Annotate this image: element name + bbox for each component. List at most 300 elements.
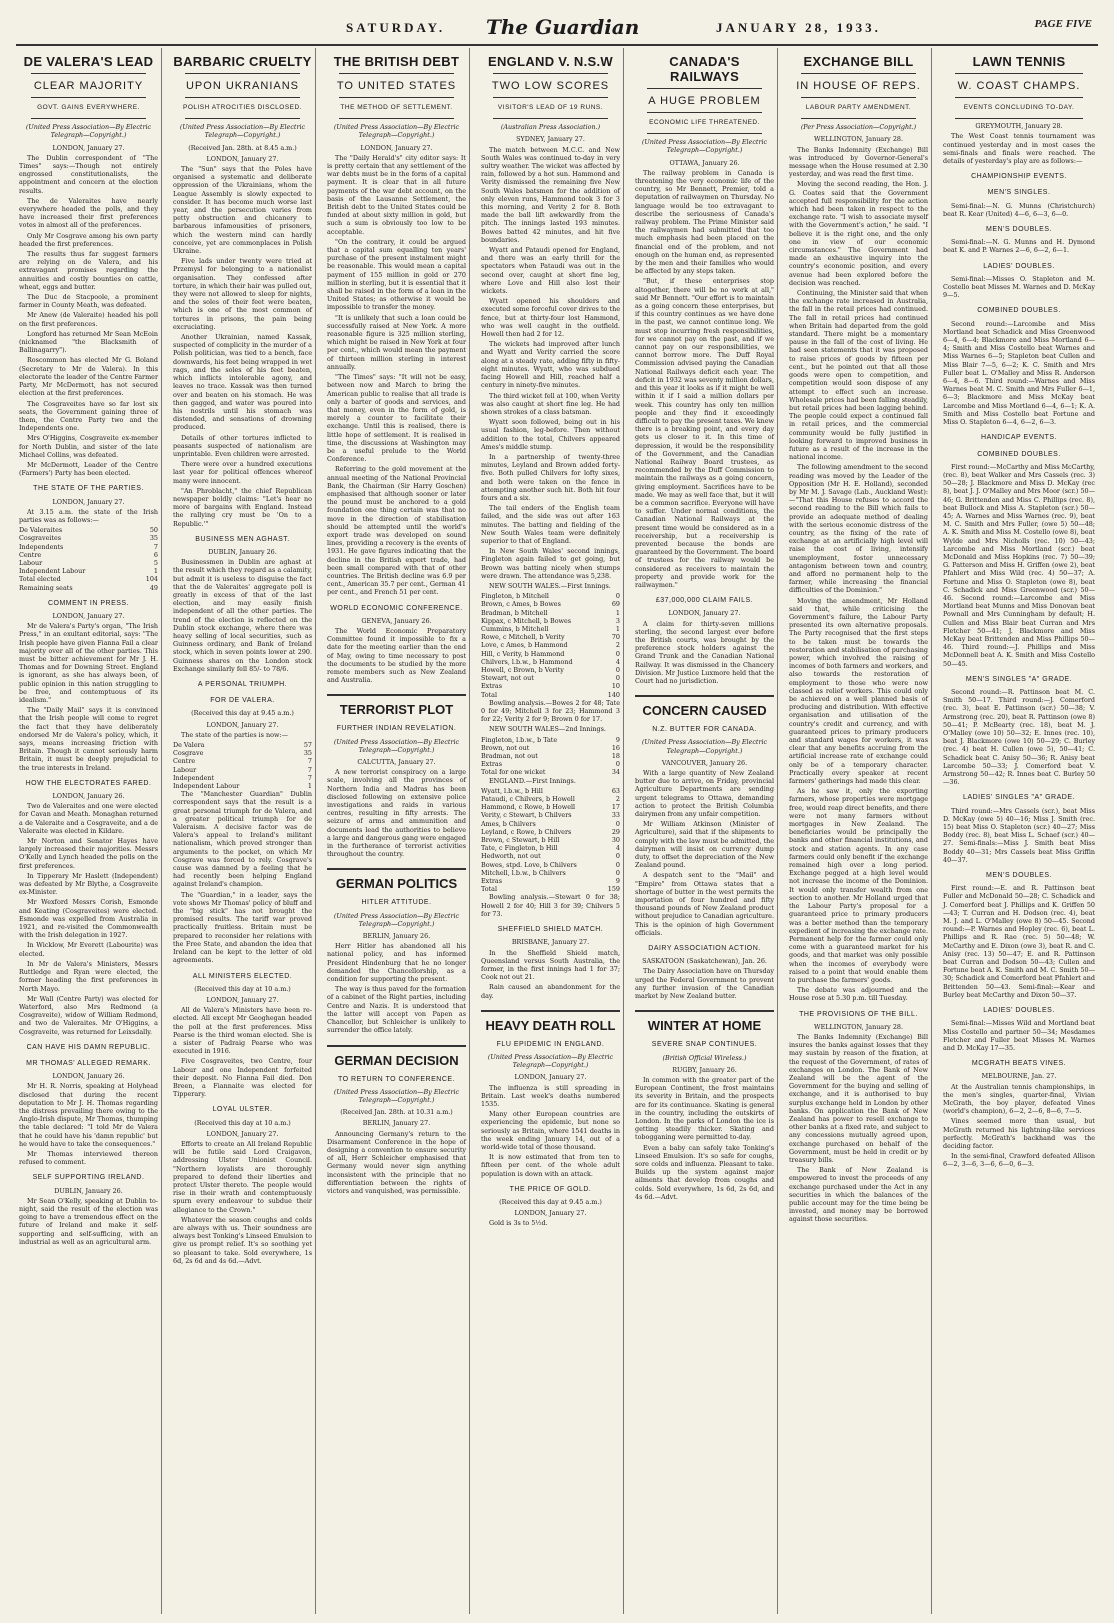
divider-rule bbox=[955, 118, 1083, 119]
table-row bbox=[481, 752, 620, 760]
paragraph: The West Coast tennis tournament was continued yesterday and in most cases the semi-finals and finals were reached. The details of yesterday's play are as follows:— bbox=[943, 132, 1095, 166]
section-subhead: MR THOMAS' ALLEGED REMARK. bbox=[26, 1059, 151, 1067]
paragraph: All de Valera's Ministers have been re-elected. All except Mr Geoghegan headed the poll at the first preferences. Miss Pearse is the third woman elected. She is a sister of Padraig Pearse who was executed in 1916. bbox=[173, 1006, 312, 1056]
table-row bbox=[19, 526, 158, 534]
row-value: 18 bbox=[611, 752, 620, 761]
table-row bbox=[19, 534, 158, 542]
table-row bbox=[481, 787, 620, 795]
paragraph: The World Economic Preparatory Committee found it impossible to fix a date for the meeting earlier than the end of May, owing to time necessary to post the documents to be studied by the more remote members such as New Zealand and Australia. bbox=[327, 626, 466, 685]
table-row bbox=[481, 674, 620, 682]
masthead bbox=[16, 8, 1098, 46]
paragraph: Second round:—R. Pattinson beat M. C. Smith 50—17. Third round:—J. Comerford (rec. 3), beat E. Pattinson (scr.) 50—38; V. Armstrong (rec. 20), beat R. Pattinson (owe 8) 50—41; P. McBearty (rec. 18), beat M. J. O'Malley (owe 10) 50—32; E. Innes (rec. 10), beat J. Blackmore (owe 10) 50—29; C. Burley (rec. 4) beat H. Cullen (owe 5), 50—41; C. Schadick beat C. Anisy 50—36; R. Anisy beat Larcombe 50—33; J. Comerford beat V. Armstrong 50—42; R. Innes beat C. Burley 50—36. bbox=[943, 687, 1095, 787]
paragraph: Semi-final:—Misses O. Stapleton and M. Costello beat Misses M. Warnes and D. McKay 9—5. bbox=[943, 274, 1095, 300]
paragraph: "An Phroblacht," the chief Republican newspaper boldly claims: "Let's hear no more of bargains with England. Instead the rallying cry must be 'On to a Republic.'" bbox=[173, 486, 312, 528]
divider-rule bbox=[647, 133, 762, 134]
paragraph: The Banks Indemnity (Exchange) Bill was introduced by Governor-General's message when the House resumed at 2.30 yesterday, and was read the first time. bbox=[789, 145, 928, 179]
masthead-day: SATURDAY. bbox=[346, 20, 446, 35]
table-row bbox=[481, 625, 620, 633]
dateline: LONDON, January 26. bbox=[52, 1072, 125, 1081]
section-subhead: CAN HAVE HIS DAMN REPUBLIC. bbox=[26, 1043, 151, 1051]
paragraph: Mr de Valera's Party's organ, "The Irish Press," in an exultant editorial, says: "The Irish people have given Fianna Fail a clear majority over all of the other parties. This must be bitter achievement for Mr J. H. Thomas and for Downing Street. England is ignorant, as she has always been, of public opinion in this nation struggling to be free, and contemptuous of its idealism." bbox=[19, 622, 158, 704]
dateline: BRISBANE, January 27. bbox=[511, 938, 590, 947]
row-value: 4 bbox=[615, 844, 620, 853]
paragraph: Mrs O'Higgins, Cosgraveite ex-member for North Dublin, and sister of the late Michael Collins, was defeated. bbox=[19, 434, 158, 459]
row-value: 1 bbox=[615, 624, 620, 633]
total-row bbox=[19, 575, 158, 583]
divider-rule bbox=[801, 118, 916, 119]
paragraph: Wyatt opened his shoulders and executed some forceful cover drives to the fence, but at thirty-four lost Hammond, who was well caught in the outfield. Howell then had 2 for 12. bbox=[481, 297, 620, 339]
row-label: Cummins, b Mitchell bbox=[481, 624, 549, 633]
dateline: LONDON, January 27. bbox=[206, 154, 279, 163]
section-headline: GERMAN POLITICS bbox=[327, 868, 466, 891]
table-row bbox=[481, 633, 620, 641]
section-subhead: ALL MINISTERS ELECTED. bbox=[192, 972, 293, 980]
row-label: Bowes, stpd. Love, b Chilvers bbox=[481, 860, 577, 869]
row-label: Tate, c Fingleton, b Hill bbox=[481, 844, 558, 853]
paragraph: The Duc de Stacpoole, a prominent farmer in County Meath, was defeated. bbox=[19, 293, 158, 310]
section-subhead: FURTHER INDIAN REVELATION. bbox=[336, 725, 457, 733]
newspaper-page bbox=[16, 8, 1098, 1616]
row-label: Extras bbox=[481, 682, 502, 691]
dateline: LONDON, January 27. bbox=[206, 1129, 279, 1138]
dateline: (Received Jan. 28th. at 10.31 a.m.) bbox=[340, 1108, 453, 1117]
dateline: LONDON, January 27. bbox=[360, 143, 433, 152]
row-label: Labour bbox=[19, 558, 43, 567]
dateline: (Received this day at 10 a.m.) bbox=[194, 984, 291, 993]
paragraph: The influenza is still spreading in Britain. Last week's deaths numbered 1535. bbox=[481, 1083, 620, 1108]
row-value: 7 bbox=[307, 773, 312, 782]
divider-rule bbox=[955, 73, 1083, 74]
paragraph: It is now estimated that from ten to fifteen per cent. of the whole adult population is down with an attack. bbox=[481, 1153, 620, 1178]
dateline: LONDON, January 27. bbox=[668, 609, 741, 618]
table-row bbox=[173, 766, 312, 774]
row-label: Labour bbox=[173, 765, 197, 774]
deck-line: ECONOMIC LIFE THREATENED. bbox=[649, 119, 760, 126]
table-row bbox=[19, 543, 158, 551]
row-label: Howell, c Brown, b Verity bbox=[481, 666, 564, 674]
row-label: Brown, c Ames, b Bowes bbox=[481, 600, 561, 609]
paragraph: Semi-final:—N. G. Munns and H. Dymond beat K. and P. Warnes 2—6, 6—2, 6—1. bbox=[943, 238, 1095, 255]
table-row bbox=[481, 641, 620, 649]
row-value: 33 bbox=[611, 811, 620, 820]
section-headline: WINTER AT HOME bbox=[635, 1010, 774, 1033]
paragraph: Bowling analysis.—Bowes 2 for 48; Tate 0 for 49; Mitchell 3 for 23; Hammond 3 for 22; Verity 2 for 9; Brown 0 for 17. bbox=[481, 698, 620, 724]
total-row bbox=[481, 691, 620, 699]
paragraph: Rain caused an abandonment for the day. bbox=[481, 983, 620, 1000]
row-label: Extras bbox=[481, 760, 502, 769]
dateline: RUGBY, January 26. bbox=[672, 1065, 737, 1074]
row-label: De Valeraites bbox=[19, 526, 63, 535]
table-row bbox=[481, 795, 620, 803]
section-subhead: MEN'S DOUBLES. bbox=[986, 226, 1052, 234]
paragraph: The "Guardian," in a leader, says the vote shows Mr Thomas' policy of bluff and the "big stick" has not brought the promised results. The tariff war proved practically fruitless. Britain must be prepared to reconsider her relations with the Free State, and abandon the idea that Ireland can be kept to the letter of old agreements. bbox=[173, 890, 312, 965]
table-row bbox=[173, 782, 312, 790]
section-subhead: LADIES' SINGLES "A" GRADE. bbox=[963, 794, 1075, 802]
divider-rule bbox=[493, 97, 608, 98]
row-label: Total bbox=[481, 885, 498, 894]
divider-rule bbox=[801, 73, 916, 74]
paragraph: Wyatt and Pataudi opened for England, and there was an early thrill for the spectators when Pataudi was out in the second over, caught at short fine leg, where Love and Hill also lost their wickets. bbox=[481, 246, 620, 296]
dateline: LONDON, January 27. bbox=[514, 1073, 587, 1082]
masthead-title: The Guardian bbox=[486, 15, 640, 39]
row-label: Total bbox=[481, 690, 498, 699]
dateline: OTTAWA, January 26. bbox=[669, 158, 740, 167]
paragraph: The results thus far suggest farmers are relying on de Valera, and his extravagant promises regarding the annuities and costly bounties on cattle, wheat, eggs and butter. bbox=[19, 250, 158, 291]
paragraph: Announcing Germany's return to the Disarmament Conference in the hope of designing a convention to ensure security of all, Herr Schleicher emphasised that Germany would never sign anything inconsistent with the principle that no differentiation between the rights of victors and vanquished, was permissible. bbox=[327, 1129, 466, 1195]
page-number: PAGE FIVE bbox=[1034, 18, 1092, 30]
row-value: 7 bbox=[307, 757, 312, 766]
news-credit: (Per Press Association—Copyright.) bbox=[800, 123, 917, 132]
headline: THE BRITISH DEBT bbox=[333, 54, 460, 69]
subheadline: A HUGE PROBLEM bbox=[648, 95, 761, 107]
paragraph: At 3.15 a.m. the state of the Irish parties was as follows:— bbox=[19, 507, 158, 524]
divider-rule bbox=[955, 97, 1083, 98]
table-row bbox=[481, 600, 620, 608]
divider-rule bbox=[801, 97, 916, 98]
table-row bbox=[481, 666, 620, 674]
paragraph: With a large quantity of New Zealand butter due to arrive, on Friday, provincial Agriculture Departments are sending urgent telegrams to Ottawa, demanding action to protect the British Columbia dairymen from any unfair competition. bbox=[635, 769, 774, 819]
dateline: BERLIN, January 27. bbox=[362, 1119, 431, 1128]
table-row bbox=[481, 592, 620, 600]
column-canada-railways bbox=[632, 48, 778, 1614]
paragraph: Five lads under twenty were tried at Przemysl for belonging to a nationalist organisation. They confessed after torture, in which their hair was pulled out, they were not allowed to sleep for nights, and the soles of their feet were beaten, which is one of the most common of tortures in prisons, the pain being excruciating. bbox=[173, 257, 312, 331]
row-value: 30 bbox=[611, 836, 620, 845]
section-subhead: LADIES' DOUBLES. bbox=[983, 1007, 1055, 1015]
news-credit: (United Press Association—By Electric Telegraph—Copyright.) bbox=[487, 1052, 614, 1070]
row-value: 4 bbox=[615, 657, 620, 666]
section-subhead: MEN'S SINGLES "A" GRADE. bbox=[965, 675, 1073, 683]
dateline: CALCUTTA, January 27. bbox=[357, 758, 436, 767]
paragraph: Roscommon has elected Mr G. Boland (Secretary to Mr de Valera). In this electorate the leader of the Centre Farmer Party, Mr McDermott, has not secured election at the first preferences. bbox=[19, 356, 158, 398]
deck-line: EVENTS CONCLUDING TO-DAY. bbox=[963, 104, 1075, 111]
table-row bbox=[173, 749, 312, 757]
dateline: BERLIN, January 26. bbox=[362, 932, 431, 941]
headline: BARBARIC CRUELTY bbox=[173, 54, 312, 69]
row-value: 140 bbox=[607, 690, 620, 699]
dateline: LONDON, January 27. bbox=[514, 1209, 587, 1218]
row-label: De Valera bbox=[173, 741, 205, 750]
section-subhead: LADIES' DOUBLES. bbox=[983, 262, 1055, 270]
paragraph: The railway problem in Canada is threatening the very economic life of the country, so Mr Bennett, Premier, told a deputation of railwaymen on Thursday. No language would be too extravagant to describe the seriousness of Canada's railway problem. The Prime Minister said the railwaymen had submitted that too much emphasis had been placed on the financial end of the problem, and not enough on the human end, as represented by the men and their families who would be affected by any steps taken. bbox=[635, 168, 774, 276]
table-row bbox=[481, 852, 620, 860]
row-value: 159 bbox=[607, 885, 620, 894]
deck-line: POLISH ATROCITIES DISCLOSED. bbox=[183, 104, 302, 111]
paragraph: Only Mr Cosgrave among his own party headed the first preferences. bbox=[19, 231, 158, 248]
paragraph: As he saw it, only the exporting farmers, whose properties were mortgage free, would reap direct benefits, and there were not many farmers without mortgages in New Zealand. The beneficiaries would be principally the banks and other financial institutions, and stock and station agents. In any case farmers could only benefit if the exchange remained high over a long period. Exchange pegged at a high level would not increase the income of the Dominion. It would only transfer wealth from one section to another. Mr Holland urged that the Labour Party's proposal for a guaranteed price to primary producers was a better method than the temporary expedient of increasing the exchange rate. Permanent help for the farmer could only come with a guaranteed market for his goods, and that market was only possible when the incomes of everybody were raised to a point that would enable them to purchase the farmers' goods. bbox=[789, 787, 928, 984]
row-value: 10 bbox=[611, 682, 620, 691]
news-credit: (United Press Association—By Electric Telegraph—Copyright.) bbox=[333, 737, 460, 754]
paragraph: "It is unlikely that such a loan could be successfully raised at New York. A more reasonable figure is 325 million sterling, which might be raised in New York at four per cent., which would mean the payment of thirteen million sterling in interest annually. bbox=[327, 313, 466, 371]
section-subhead: SELF SUPPORTING IRELAND. bbox=[32, 1174, 145, 1182]
table-row bbox=[481, 682, 620, 690]
divider-rule bbox=[339, 97, 454, 98]
row-label: Love, c Ames, b Hammond bbox=[481, 641, 568, 650]
paragraph: In the Sheffield Shield match, Queensland versus South Australia, the former, in the first innings had 1 for 37; Cook not out 21. bbox=[481, 948, 620, 982]
score-table bbox=[481, 736, 620, 769]
paragraph: Moving the amendment, Mr Holland said that, while criticising the Government's failure, the Labour Party presented its own alternative proposals. The Party recognised that the first steps to be taken must be towards the restoration and stabilisation of purchasing power, which involved the raising of incomes of both farmers and workers, and also towards the restoration of employment to those who were now classed as relief workers. This could only be achieved on a well planned basis of producing and distribution. With effective organisation and utilisation of the country's credit and currency, and with guaranteed prices to primary producers and standard wages for workers, it was clear that any benefits accruing from the artificial increase rate of exchange could only be of a temporary character. Practically every speaker at recent farmers' gatherings had made this clear. bbox=[789, 596, 928, 786]
paragraph: NEW SOUTH WALES—2nd Innings. bbox=[489, 725, 606, 734]
paragraph: A claim for thirty-seven millions sterling, the second largest ever before the British courts, was brought by the preference stock holders against the Grand Trunk and the Canadian National Railway. It was dismissed in the Chancery Division. Mr Justice Luxmore held that the Court had no jurisdiction. bbox=[635, 619, 774, 685]
section-subhead: HANDICAP EVENTS. bbox=[981, 434, 1057, 442]
section-subhead: COMBINED DOUBLES. bbox=[977, 307, 1061, 315]
paragraph: In Tipperary Mr Haslett (Independent) was defeated by Mr Blythe, a Cosgraveite ex-Minister. bbox=[19, 871, 158, 897]
row-value: 70 bbox=[611, 633, 620, 642]
row-label: Independent Labour bbox=[173, 782, 240, 791]
row-value: 35 bbox=[303, 749, 312, 758]
subheadline: TWO LOW SCORES bbox=[491, 80, 610, 92]
row-value: 1 bbox=[615, 608, 620, 617]
paragraph: Third round:—Mrs Cassels (scr.), beat Miss D. McKay (owe 5) 40—16; Miss J. Smith (rec. 15) beat Miss O. Stapleton (scr.) 40—27; Miss Boddy (rec. 8), beat Miss L. Schaef (scr.) 40—27. Semi-finals:—Miss J. Smith beat Miss Boddy 40—31; Mrs Cassels beat Miss Griffin 40—37. bbox=[943, 806, 1095, 864]
section-subhead: WORLD ECONOMIC CONFERENCE. bbox=[330, 604, 463, 612]
paragraph: Semi-final:—Misses Wild and Mortland beat Miss Costello and partner 50—34; Mesdames Fletcher and Fuller beat Misses M. Warnes and D. McKay 17—35. bbox=[943, 1019, 1095, 1052]
divider-rule bbox=[185, 97, 300, 98]
row-value: 5 bbox=[153, 558, 158, 567]
row-label: Centre bbox=[173, 757, 196, 766]
dateline: LONDON, January 27. bbox=[52, 611, 125, 620]
row-value: 0 bbox=[615, 649, 620, 658]
section-headline: HEAVY DEATH ROLL bbox=[481, 1010, 620, 1033]
row-label: Total elected bbox=[19, 575, 61, 584]
deck-line: THE METHOD OF SETTLEMENT. bbox=[340, 104, 453, 111]
section-subhead: COMMENT IN PRESS. bbox=[47, 599, 130, 607]
paragraph: Herr Hitler has abandoned all his national policy, and has informed President Hindenburg that he no longer demanded the Chancellorship, as a condition for supporting the present. bbox=[327, 942, 466, 984]
paragraph: In common with the greater part of the European Continent, the frost maintains its severity in Britain, and the prospects are for its continuance. Skating is general in the country, including the outskirts of London. In the parks of London the ice is getting steadily thicker. Skating and tobogganing were permitted to-day. bbox=[635, 1075, 774, 1142]
dateline: MELBOURNE, Jan. 27. bbox=[981, 1072, 1057, 1081]
row-label: Centre bbox=[19, 550, 42, 559]
news-credit: (United Press Association—By Electric Telegraph—Copyright.) bbox=[641, 738, 768, 755]
paragraph: Mr H. R. Norris, speaking at Holyhead disclosed that during the recent deputation to Mr J. H. Thomas regarding the distress prevailing there owing to the Anglo-Irish dispute, Mr Thomas, thumping the table declared: "I told Mr de Valera that he could have his 'damn republic' but he would have to take the consequences." bbox=[19, 1082, 158, 1148]
paragraph: The following amendment to the second reading was moved by the Leader of the Opposition (Mr H. E. Holland), seconded by Mr M. J. Savage (Lab., Auckland West):—"That this House refuses to accord the second reading to the Bill which fails to provide an adequate method of dealing with the serious economic distress of the country, as the fixing of the rate of exchange at an artificially high level will raise the cost of living, intensify unemployment, foster unnecessary antagonism between town and country, and afford no permanent help to the farmer, while increasing the financial difficulties of the Dominion." bbox=[789, 463, 928, 595]
paragraph: "The Times" says: "It will not be easy, between now and March to bring the American public to realise that all trade is only a barter of goods and services, and that money, even in the form of gold, is merely a counter to facilitate their exchange. Until this is realised, there is little hope of settlement. It is realised in time, the discussions at Washington may be a useful prelude to the World Conference. bbox=[327, 373, 466, 464]
paragraph: Mr McDermott, Leader of the Centre (Farmers') Party has been elected. bbox=[19, 460, 158, 478]
dateline: DUBLIN, January 26. bbox=[54, 1186, 123, 1195]
paragraph: Mr Thomas interviewed thereon refused to comment. bbox=[19, 1149, 158, 1167]
row-label: Fingleton, l.b.w., b Tate bbox=[481, 735, 558, 744]
table-row bbox=[481, 836, 620, 844]
paragraph: The Dublin correspondent of "The Times" says:—Though not entirely engrossed constitutionalists, the appointment and concern at the election results. bbox=[19, 153, 158, 195]
total-row bbox=[481, 885, 620, 893]
section-subhead: £37,000,000 CLAIM FAILS. bbox=[655, 597, 754, 605]
row-value: 0 bbox=[615, 760, 620, 769]
row-value: 35 bbox=[149, 534, 158, 543]
row-value: 9 bbox=[615, 877, 620, 886]
paragraph: Second round:—Larcombe and Miss Mortland beat Schadick and Miss Greenwood 6—4, 6—4; Blackmore and Miss Mortland 6—4; Smith and Miss Costello beat Warnes and Miss Warnes 6—5; Stapleton beat Cullen and Miss Blair 7—5, 6—2; K. C. Smith and Mrs Fuller beat L. O'Malley and Miss R. Anderson 6—4, 8—6. Third round:—Warnes and Miss Warnes beat M. C. Smith and Mrs Fuller 6—1, 6—3; Blackmore and Miss McKay beat Larcombe and Miss Mortland 6—4, 6—1; K. A. Smith and Miss Costello beat Fortune and Miss O. Stapleton 6—4, 6—2, 6—3. bbox=[943, 319, 1095, 427]
section-subhead: HOW THE ELECTORATES FARED. bbox=[25, 779, 152, 787]
headline: LAWN TENNIS bbox=[972, 54, 1066, 69]
row-value: 0 bbox=[615, 860, 620, 869]
row-label: Fingleton, b Mitchell bbox=[481, 592, 549, 601]
dateline: GREYMOUTH, January 28. bbox=[975, 122, 1063, 131]
row-value: 34 bbox=[611, 768, 620, 777]
section-subhead: FLU EPIDEMIC IN ENGLAND. bbox=[496, 1040, 605, 1048]
column-de-valera bbox=[16, 48, 162, 1614]
row-label: Ames, b Chilvers bbox=[481, 819, 536, 828]
score-table bbox=[19, 526, 158, 575]
table-row bbox=[481, 744, 620, 752]
total-row bbox=[481, 768, 620, 776]
row-label: Mitchell, l.b.w., b Chilvers bbox=[481, 868, 566, 877]
row-value: 3 bbox=[615, 616, 620, 625]
news-credit: (United Press Association—By Electric Telegraph—Copyright.) bbox=[25, 123, 152, 140]
section-subhead: MEN'S SINGLES. bbox=[987, 189, 1051, 197]
section-subhead: THE PROVISIONS OF THE BILL. bbox=[799, 1010, 918, 1018]
row-value: 1 bbox=[153, 567, 158, 576]
subheadline: CLEAR MAJORITY bbox=[33, 80, 144, 92]
paragraph: Even a baby can safely take Tonking's Linseed Emulsion. It's so safe for coughs, sore colds and influenza. Pleasant to take. Builds up the system against major ailments that develop from coughs and colds. Sold everywhere, 1s 6d, 2s 6d, and 4s 6d.—Advt. bbox=[635, 1143, 774, 1201]
row-value: 0 bbox=[615, 592, 620, 601]
dateline: DUBLIN, January 26. bbox=[208, 547, 277, 556]
row-label: Pataudi, c Chilvers, b Howell bbox=[481, 795, 575, 804]
row-label: Bradman, not out bbox=[481, 752, 538, 761]
divider-rule bbox=[493, 73, 608, 74]
news-credit: (United Press Association—By Electric Telegraph—Copyright.) bbox=[179, 123, 306, 140]
paragraph: In New South Wales' second innings, Fingleton again failed to get going, but Brown was batting nicely when stumps were drawn. The attendance was 5,238. bbox=[481, 547, 620, 580]
paragraph: Longford has returned Mr Sean McEoin (nicknamed "the Blacksmith of Ballinagarry"). bbox=[19, 329, 158, 355]
column-exchange-bill bbox=[786, 48, 932, 1614]
paragraph: First round:—E. and R. Pattinson beat Fuller and McDonald 50—28; C. Schadick and J. Comerford beat J. Phillips and K. Griffen 50—43; T. Curran and H. Dodson (rec. 4), beat M. J. and L. O'Malley (owe 8) 50—45. Second round:—P. Warnes and Hopley (rec. 6), beat L. Phillips and R. Rae (rec. 5) 50—48; W. McCarthy and E. Dixon (owe 3), beat R. and C. Anisy (rec. 13) 50—47; E. and R. Pattinson beat Curran and Dodson 50—43; Cullen and Fortune beat A. K. Smith and M. C. Smith 50—30; Schadick and Comerford beat Pfahlert and Brittenden 50—43. Semi-final:—Kear and Burley beat McCarthy and Dixon 50—37. bbox=[943, 884, 1095, 999]
dateline: (Received this day at 10 a.m.) bbox=[194, 1118, 291, 1127]
paragraph: Whatever the season coughs and colds are always with us. Their soundness are always best Tonking's Linseed Emulsion to give us prompt relief. It's so soothing yet so pleasant to take. Sold everywhere, 1s 6d, 2s 6d and 4s 6d.—Advt. bbox=[173, 1215, 312, 1265]
total-row bbox=[19, 584, 158, 592]
row-label: Stewart, not out bbox=[481, 674, 534, 683]
section-subhead: CHAMPIONSHIP EVENTS. bbox=[971, 173, 1067, 181]
dateline: LONDON, January 27. bbox=[206, 995, 279, 1004]
paragraph: The "Sun" says that the Poles have organised a systematic and deliberate oppression of the Ukrainians, whom the League Assembly is slowly expected to consider. It has become much worse last year, and the persecution varies from petty obstruction and chicanery to barbarous infamousities of prisoners, which the western mind can hardly conceive, yet are commonplaces in Polish Ukraine. bbox=[173, 165, 312, 256]
paragraph: ENGLAND.—First Innings. bbox=[489, 776, 576, 785]
divider-rule bbox=[339, 73, 454, 74]
row-value: 6 bbox=[153, 550, 158, 559]
paragraph: Details of other tortures inflicted to peasants suspected of nationalism are unprintable. Even children were arrested. bbox=[173, 433, 312, 458]
section-subhead: SEVERE SNAP CONTINUES. bbox=[651, 1041, 758, 1049]
row-value: 0 bbox=[615, 674, 620, 683]
masthead-date: JANUARY 28, 1933. bbox=[716, 20, 881, 35]
paragraph: Vines seemed more than usual, but McGrath returned his lightning-like services perfectly. McGrath's backhand was the deciding factor. bbox=[943, 1117, 1095, 1150]
score-table bbox=[481, 592, 620, 690]
table-row bbox=[173, 757, 312, 765]
columns bbox=[16, 48, 1098, 1614]
row-label: Cosgrave bbox=[173, 749, 204, 758]
table-row bbox=[481, 617, 620, 625]
section-subhead: HITLER ATTITUDE. bbox=[361, 899, 432, 907]
row-value: 63 bbox=[611, 786, 620, 795]
row-label: Brown, not out bbox=[481, 743, 530, 752]
dateline: (Received this day at 9.45 a.m.) bbox=[499, 1197, 602, 1206]
divider-rule bbox=[31, 118, 146, 119]
section-subhead: LOYAL ULSTER. bbox=[212, 1106, 273, 1114]
section-subhead: A PERSONAL TRIUMPH. bbox=[197, 681, 288, 688]
paragraph: The Dairy Association have on Thursday urged the Federal Government to prevent any further invasion of the Canadian market by New Zealand butter. bbox=[635, 967, 774, 1001]
subheadline: IN HOUSE OF REPS. bbox=[796, 80, 921, 92]
divider-rule bbox=[31, 73, 146, 74]
row-value: 50 bbox=[149, 526, 158, 535]
paragraph: Referring to the gold movement at the annual meeting of the National Provincial Bank, the Chairman (Sir Harry Goschen) emphasised that although sooner or later the pound must be anchored to a gold foundation one thing certain was that no move in the direction of stabilisation should be attempted until the world's export trade was developed on sound lines, providing a recovery is the events of 1931. He gave figures indicating that the decline in the British export trade, had been small compared with that of other countries. The British decline was 6.9 per cent., American 35.7 per cent., German 41 per cent., and French 51 per cent. bbox=[327, 465, 466, 597]
headline: EXCHANGE BILL bbox=[803, 54, 914, 69]
dateline: (Received this day at 9.45 a.m.) bbox=[191, 709, 294, 718]
deck-line: LABOUR PARTY AMENDMENT. bbox=[805, 104, 912, 111]
news-credit: (United Press Association—By Electric Telegraph—Copyright.) bbox=[333, 1087, 460, 1104]
section-subhead: MCGRATH BEATS VINES. bbox=[971, 1060, 1067, 1068]
divider-rule bbox=[647, 88, 762, 89]
paragraph: There were over a hundred executions last year for political offences whereof many were innocent. bbox=[173, 460, 312, 485]
section-subhead: N.Z. BUTTER FOR CANADA. bbox=[652, 726, 757, 734]
news-credit: (United Press Association—By Electric Telegraph—Copyright.) bbox=[641, 138, 768, 155]
row-label: Hill, c Verity, b Hammond bbox=[481, 649, 565, 658]
paragraph: The Cosgraveites have so far lost six seats, the Government gaining three of them, the Centre Party two and the Independents one. bbox=[19, 399, 158, 433]
row-value: 2 bbox=[615, 795, 620, 804]
table-row bbox=[481, 609, 620, 617]
table-row bbox=[173, 741, 312, 749]
score-table bbox=[173, 741, 312, 790]
paragraph: The debate was adjourned and the House rose at 5.30 p.m. till Tuesday. bbox=[789, 986, 928, 1003]
paragraph: The "Daily Herald's" city editor says: It is pretty certain that any settlement of the war debts must be in the form of a capital payment. It is clear that in all future payments of the war debt account, on the basis of the Lausanne Settlement, the British debt to the United States could be funded at about sixty million in gold, but such a sum is obviously too low to be acceptable. bbox=[327, 153, 466, 236]
paragraph: In a partnership of twenty-three minutes, Leyland and Brown added forty-five. Both pulled Chilvers for lofty sixes, and both were taken on the fence in attempting another such hit. Both hit four fours and a six. bbox=[481, 452, 620, 502]
row-value: 7 bbox=[307, 765, 312, 774]
row-label: Independent bbox=[173, 773, 215, 782]
table-row bbox=[19, 551, 158, 559]
table-row bbox=[481, 811, 620, 819]
row-label: Rowe, c Mitchell, b Verity bbox=[481, 633, 565, 642]
paragraph: "On the contrary, it could be argued that a capital sum equalling ten years' purchase of the present instalment might be reasonable. This would mean a capital payment of 155 million in gold or 270 million in sterling, but it is essential that it shall be raised in the form of a loan in the United States; as otherwise it would be impossible to transfer the money. bbox=[327, 237, 466, 312]
table-row bbox=[481, 861, 620, 869]
paragraph: In Wicklow, Mr Everett (Labourite) was elected. bbox=[19, 941, 158, 958]
dateline: (Received Jan. 28th. at 8.45 a.m.) bbox=[188, 143, 297, 152]
row-label: Chilvers, l.b.w., b Hammond bbox=[481, 657, 573, 666]
paragraph: Many other European countries are experiencing the epidemic, but none so seriously as Britain, where 1541 deaths in the week ending January 14, out of a world-wide total of those thousand. bbox=[481, 1110, 620, 1151]
divider-rule bbox=[185, 73, 300, 74]
row-value: 9 bbox=[615, 735, 620, 744]
subheadline: TO UNITED STATES bbox=[336, 80, 457, 92]
paragraph: Gold is 3s to 5½d. bbox=[489, 1219, 548, 1228]
paragraph: The "Manchester Guardian" Dublin correspondent says that the result is a great personal triumph for de Valera, and a greater political triumph for de Valeraism. A decisive factor was de Valera's appeal to Ireland's militant nationalism, which proved stronger than arguments to the pocket, on which Mr Cosgrave was forced to rely. Cosgrave's cause was damned by a feeling that he had recently been helping England against Ireland's champion. bbox=[173, 790, 312, 889]
divider-rule bbox=[493, 118, 608, 119]
row-value: 29 bbox=[611, 827, 620, 836]
row-value: 49 bbox=[149, 583, 158, 592]
news-credit: (British Official Wireless.) bbox=[662, 1053, 747, 1062]
table-row bbox=[481, 658, 620, 666]
dateline: GENEVA, January 26. bbox=[361, 616, 432, 625]
dateline: VANCOUVER, January 26. bbox=[661, 758, 748, 767]
news-credit: (United Press Association—By Electric Telegraph—Copyright.) bbox=[333, 911, 460, 928]
headline: CANADA'S RAILWAYS bbox=[669, 54, 740, 84]
section-subhead: MEN'S DOUBLES. bbox=[986, 872, 1052, 880]
section-subhead: SHEFFIELD SHIELD MATCH. bbox=[497, 926, 604, 934]
row-value: 104 bbox=[145, 575, 158, 584]
paragraph: At the Australian tennis championships, in the men's singles, quarter-final, Vivian McGrath, the boy player, defeated Vines (world's champion), 6—2, 2—6, 8—6, 7—5. bbox=[943, 1082, 1095, 1116]
row-label: Bradman, b Mitchell bbox=[481, 608, 548, 617]
table-row bbox=[19, 567, 158, 575]
paragraph: Mr Wexford Messrs Corish, Esmonde and Keating (Cosgraveites) were elected. Esmonde was expelled from Australia in 1921, and re-visited the Commonwealth with the Irish delegation in 1927. bbox=[19, 898, 158, 940]
table-row bbox=[481, 760, 620, 768]
paragraph: The state of the parties is now:— bbox=[181, 730, 288, 739]
column-barbaric-cruelty bbox=[170, 48, 316, 1614]
headline: ENGLAND V. N.S.W bbox=[488, 54, 613, 69]
divider-rule bbox=[339, 118, 454, 119]
paragraph: A despatch sent to the "Mail" and "Empire" from Ottawa states that a shortage of butter in the west permits the importation of four hundred and fifty thousand pounds of New Zealand product without prejudice to Canadian agriculture. This is the opinion of high Government officials. bbox=[635, 871, 774, 937]
section-headline: CONCERN CAUSED bbox=[635, 695, 774, 718]
column-england-nsw bbox=[478, 48, 624, 1614]
paragraph: Five Cosgraveites, two Centre, four Labour and one Independent forfeited their deposit. No Fianna Fail died. Don Breen, a Fiannaite was elected for Tipperary. bbox=[173, 1057, 312, 1099]
divider-rule bbox=[647, 112, 762, 113]
subheadline: UPON UKRANIANS bbox=[185, 80, 300, 92]
row-value: 17 bbox=[611, 803, 620, 812]
row-value: 7 bbox=[153, 542, 158, 551]
table-row bbox=[481, 736, 620, 744]
paragraph: First round:—McCarthy and Miss McCarthy, (rec. 8), beat Walker and Mrs Cassels (rec. 3) 50—28; J. Blackmore and Miss D. McKay (rec 8), beat J. J. O'Malley and Mrs Moor (scr.) 50—46; G. Brittenden and Miss C. Phillips (rec. 8), beat Bullock and Miss A. Stapleton (scr.) 50—45; A. Warnes and Miss Warnes (rec. 9), beat M. C. Smith and Mrs Fuller, (owe 5) 50—48; A. K. Smith and Miss M. Costello (owe 8), beat Wylde and Mrs Nicholls (rec. 10) 50—43; Larcombe and Miss Mortland (scr.) beat McDonald and Miss Hopkins (rec. 7) 50—39; G. Patterson and Miss H. Griffen (owe 2), beat Pfahlert and Miss Wild (rec. 4) 50—37; A. Fortune and Miss O. Stapleton (owe 8), beat C. Schadick and Miss Greenwood (scr.) 50—46. Second round:—Larcombe and Miss Mortland beat Munns and Miss Donovan beat Pownall and Mrs Cunningham by default; H. Cullen and Miss Blair beat Curran and Mrs Fletcher 50—41; J. Blackmore and Miss McKay beat Brittenden and Miss Phillips 50—46. Third round:—J. Phillips and Miss McDonnell beat A. K. Smith and Miss Costello 50—45. bbox=[943, 462, 1095, 668]
paragraph: The match between M.C.C. and New South Wales was continued to-day in very sultry weather. The wicket was affected by rain, followed by a hot sun. Hammond and Verity dismissed the remaining five New South Wales batsmen for the addition of only eleven runs, Hammond took 3 for 3 this morning, and Verity 2 for 8. Both made the ball lift awkwardly from the pitch. The innings lasted 193 minutes. Bowes batted 42 minutes, and hit five boundaries. bbox=[481, 145, 620, 244]
paragraph: Mr Norton and Senator Hayes have largely increased their majorities. Messrs O'Kelly and Lynch headed the polls on the first preferences. bbox=[19, 837, 158, 870]
paragraph: Bowling analysis.—Stewart 0 for 38; Howell 2 for 40; Hill 3 for 39; Chilvers 5 for 73. bbox=[481, 893, 620, 918]
paragraph: The Banks Indemnity (Exchange) Bill insures the banks against losses that they may sustain by reason of the fixation, at the request of the Government, of rates of exchanges on London. The Bank of New Zealand will be the agent of the Government for the buying and selling of exchange, and it is authorised to buy surplus exchange held in London by other banks. On application the Bank of New Zealand has power to resell exchange to other banks at a fixed rate, and subject to any concessions mutually agreed upon, exchange purchased on behalf of the Government, must be held in credit or by treasury bills. bbox=[789, 1032, 928, 1164]
